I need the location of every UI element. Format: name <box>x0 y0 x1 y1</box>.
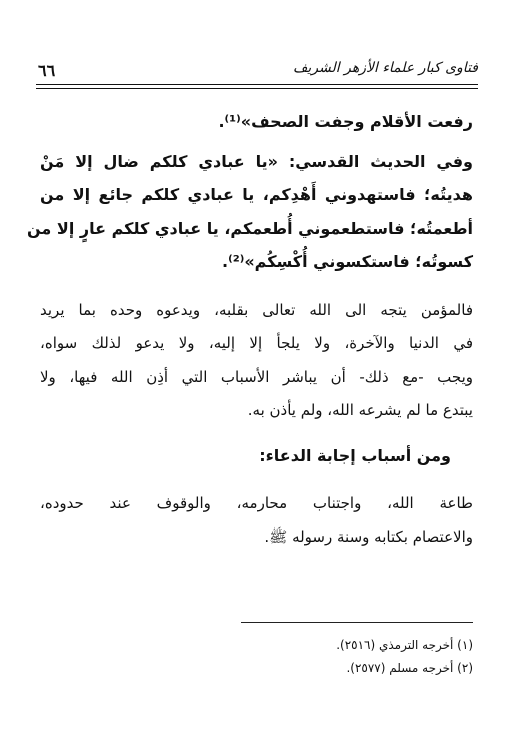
page-number: ٦٦ <box>38 61 56 80</box>
footnote-separator <box>241 622 473 623</box>
running-title: فتاوى كبار علماء الأزهر الشريف <box>292 60 478 76</box>
text-line-11: طاعة الله، واجتناب محارمه، والوقوف عند حدوده، <box>40 494 473 512</box>
text-line-4: أطعمتُه؛ فاستطعموني أُطعمكم، يا عبادي كلكم عارٍ إلا من <box>27 219 473 238</box>
text-line-9: يبتدع ما لم يشرعه الله، ولم يأذن به. <box>247 401 473 419</box>
footnote-1: (١) أخرجه الترمذي (٢٥١٦). <box>336 638 473 652</box>
text-line-1: رفعت الأقلام وجفت الصحف»⁽¹⁾. <box>218 112 473 131</box>
text-line-6: فالمؤمن يتجه الى الله تعالى بقلبه، ويدعوه وحده بما يريد <box>40 301 473 319</box>
text-line-12: والاعتصام بكتابه وسنة رسوله ﷺ. <box>264 528 473 546</box>
section-heading: ومن أسباب إجابة الدعاء: <box>259 446 451 465</box>
text-line-5: كسوتُه؛ فاستكسوني أُكْسِكُم»⁽²⁾. <box>222 252 473 271</box>
header-rule-thick <box>36 84 478 85</box>
text-line-7: في الدنيا والآخرة، ولا يلجأ إلا إليه، ولا يدعو لذلك سواه، <box>40 334 473 352</box>
text-line-2: وفي الحديث القدسي: «يا عبادي كلكم ضال إلا مَنْ <box>40 152 473 171</box>
footnote-2: (٢) أخرجه مسلم (٢٥٧٧). <box>346 661 473 675</box>
text-line-3: هديتُه؛ فاستهدوني أَهْدِكم، يا عبادي كلكم جائع إلا من <box>40 185 473 204</box>
page-header <box>38 62 478 82</box>
text-line-8: ويجب -مع ذلك- أن يباشر الأسباب التي أذِن الله فيها، ولا <box>40 368 473 386</box>
header-rule-thin <box>36 88 478 89</box>
